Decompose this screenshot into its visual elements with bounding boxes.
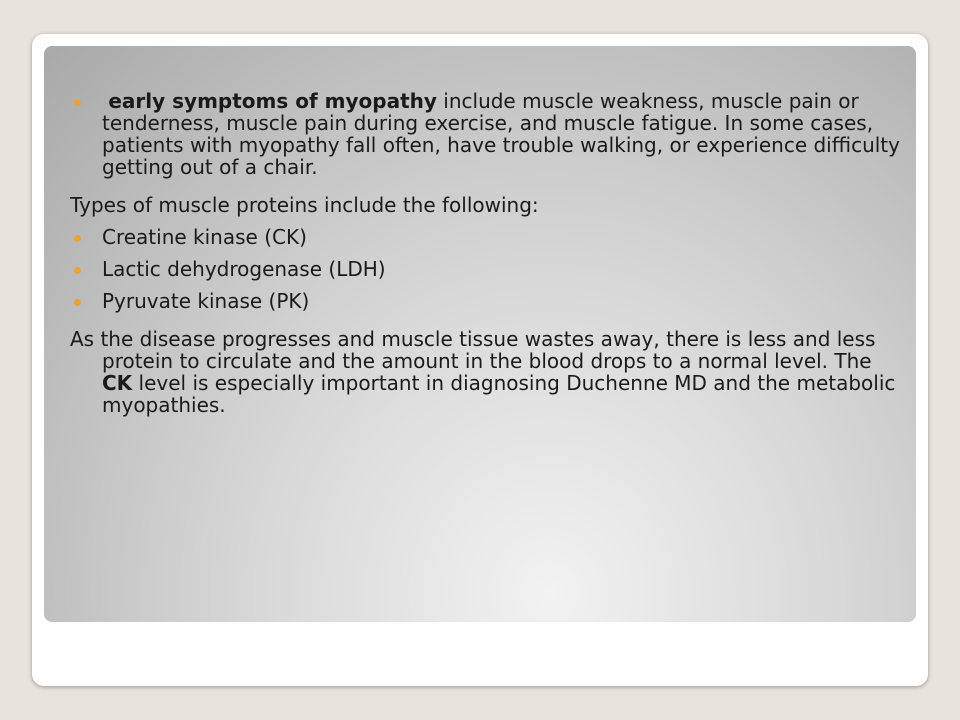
slide-frame (32, 34, 928, 686)
symptoms-text: include muscle weakness, muscle pain or tenderness, muscle pain during exercise, and muscle fatigue. In some cases, patients with myopathy fall often, have trouble walking, or experience difficulty getting out of a chair. (102, 89, 900, 179)
bullet-icon (74, 299, 81, 306)
bullet-icon (74, 99, 81, 106)
list-item (70, 226, 900, 248)
slide-text (70, 90, 900, 416)
protein-ck: Creatine kinase (CK) (102, 225, 307, 249)
list-item (70, 290, 900, 312)
bullet-icon (74, 235, 81, 242)
proteins-intro: Types of muscle proteins include the following: (70, 193, 539, 217)
closing-part1: As the disease progresses and muscle tissue wastes away, there is less and less protein to circulate and the amount in the blood drops to a normal level. The (70, 327, 876, 373)
closing-paragraph (70, 328, 900, 416)
bullet-icon (74, 267, 81, 274)
protein-pk: Pyruvate kinase (PK) (102, 289, 310, 313)
list-item (70, 258, 900, 280)
symptoms-lead: early symptoms of myopathy (108, 89, 437, 113)
closing-bold: CK (102, 371, 133, 395)
protein-ldh: Lactic dehydrogenase (LDH) (102, 257, 386, 281)
content-panel (44, 46, 916, 622)
symptoms-bullet (70, 90, 900, 178)
closing-part2: level is especially important in diagnosing Duchenne MD and the metabolic myopathies. (102, 371, 896, 417)
